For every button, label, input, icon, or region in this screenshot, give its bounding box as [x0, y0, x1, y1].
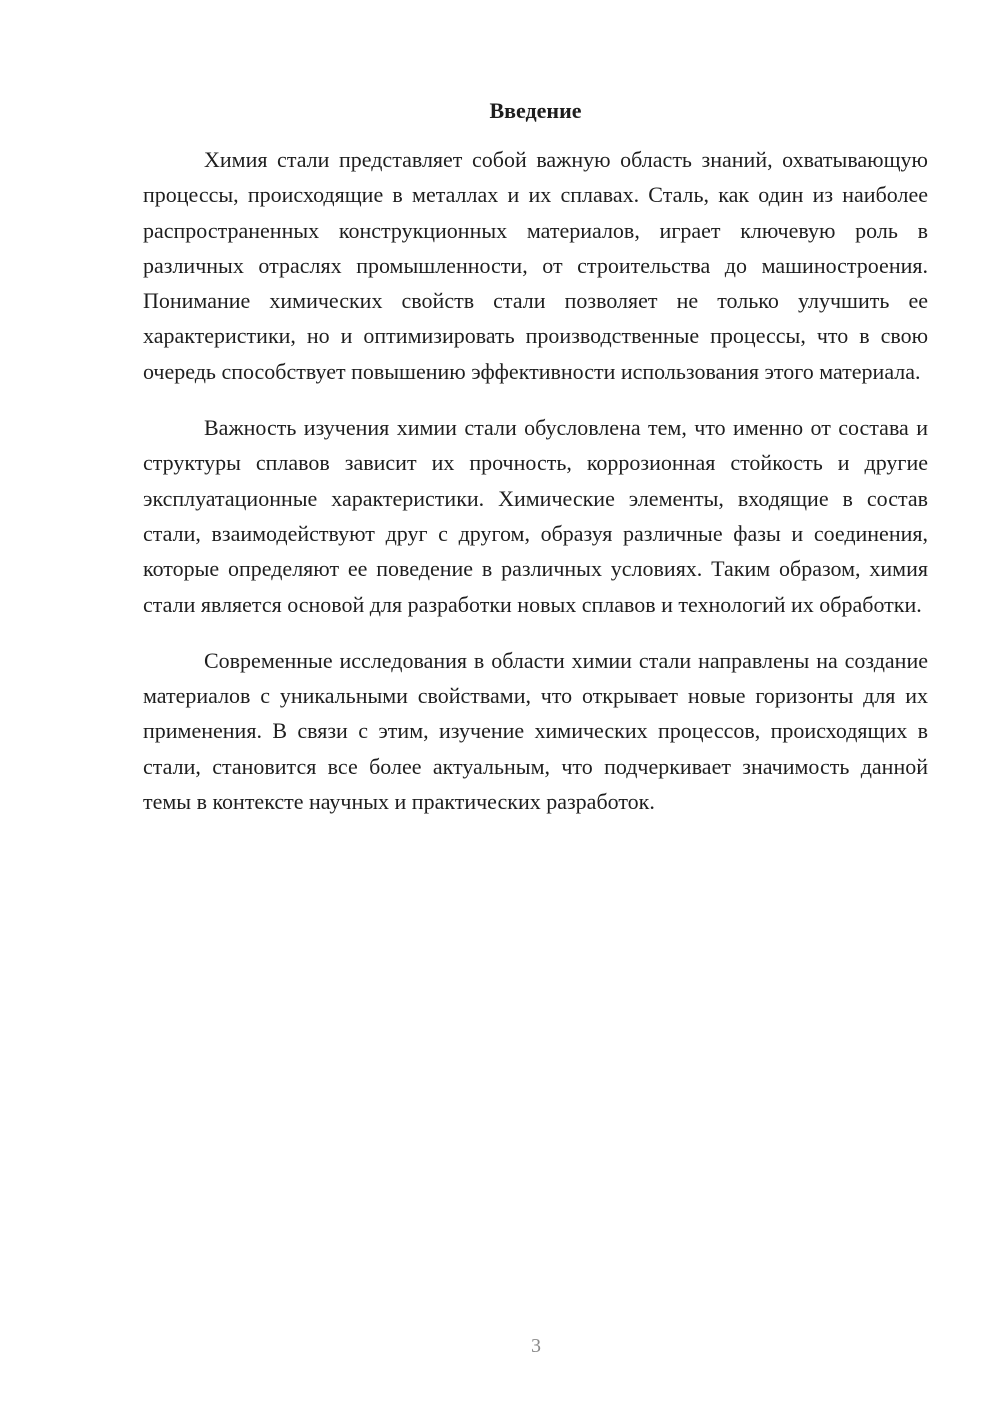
- page-number: 3: [531, 1335, 541, 1357]
- paragraph-2: Важность изучения химии стали обусловлена тем, что именно от состава и структуры сплавов зависит их прочность, коррозионная стойкость и другие эксплуатационные характеристики. Химические элементы, входящие в состав стали, взаимодействуют друг с другом, образуя различные фазы и соединения, которые определяют ее поведение в различных условиях. Таким образом, химия стали является основой для разработки новых сплавов и технологий их обработки.: [143, 415, 928, 617]
- paragraph-3: Современные исследования в области химии стали направлены на создание материалов с уникальными свойствами, что открывает новые горизонты для их применения. В связи с этим, изучение химических процессов, происходящих в стали, становится все более актуальным, что подчеркивает значимость данной темы в контексте научных и практических разработок.: [143, 647, 928, 815]
- body-text: [143, 142, 928, 840]
- section-heading: Введение: [489, 98, 582, 123]
- paragraph-1: Химия стали представляет собой важную область знаний, охватывающую процессы, происходящие в металлах и их сплавах. Сталь, как один из наиболее распространенных конструкционных материалов, играет ключевую роль в различных отраслях промышленности, от строительства до машиностроения. Понимание химических свойств стали позволяет не только улучшить ее характеристики, но и оптимизировать производственные процессы, что в свою очередь способствует повышению эффективности использования этого материала.: [143, 147, 928, 384]
